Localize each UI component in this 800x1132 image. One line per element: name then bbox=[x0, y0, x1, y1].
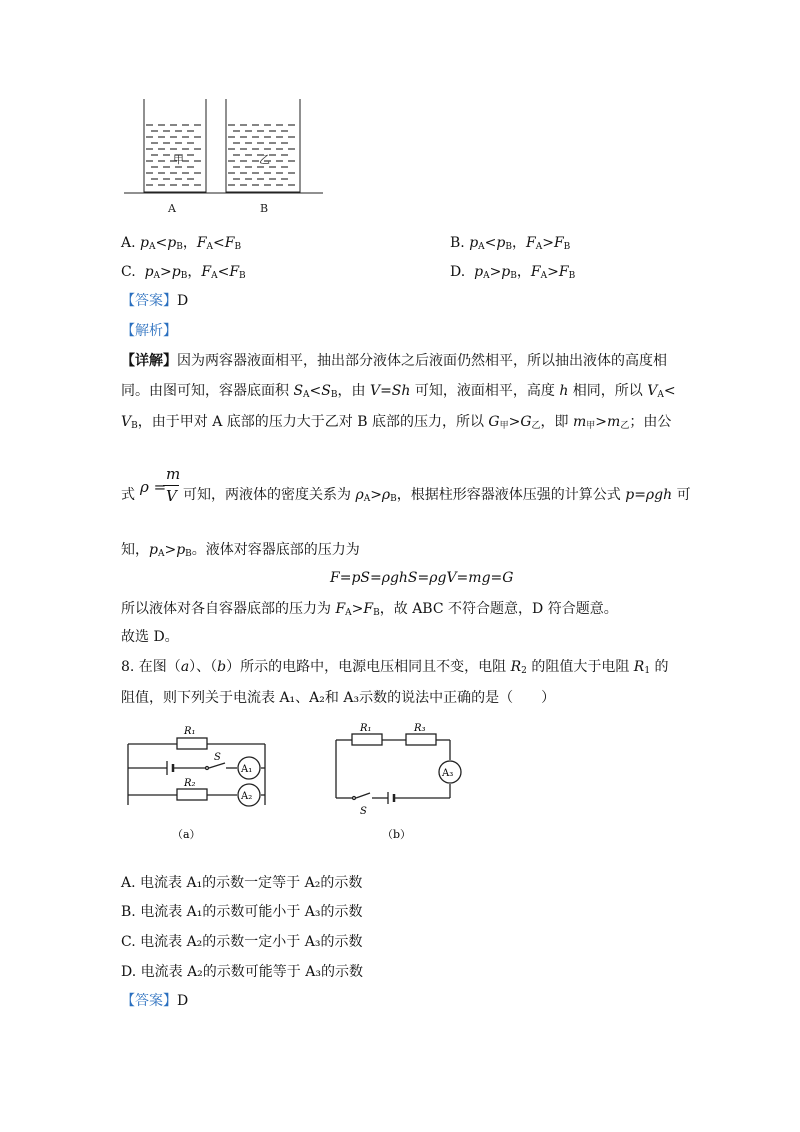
detail-line-5: 知，$p_A>p_B$。液体对容器底部的压力为 bbox=[121, 542, 360, 559]
circuit-a bbox=[122, 718, 282, 843]
containers-figure bbox=[118, 95, 328, 220]
detail-line-1: 【详解】因为两容器液面相平，抽出部分液体之后液面仍然相平，所以抽出液体的高度相 bbox=[121, 353, 667, 369]
q8-option-a: A. 电流表 A₁的示数一定等于 A₂的示数 bbox=[121, 875, 363, 891]
rho-formula-lhs: ρ = bbox=[140, 478, 167, 496]
container-label-a: A bbox=[168, 202, 176, 215]
detail-line-3: $V_B$，由于甲对 A 底部的压力大于乙对 B 底部的压力，所以 $G_甲>G_乙$，即 $m_甲>m_乙$；由公 bbox=[121, 414, 672, 431]
q8-stem-line-2: 阻值，则下列关于电流表 A₁、A₂和 A₃示数的说法中正确的是（ ） bbox=[121, 690, 556, 706]
q8-option-c: C. 电流表 A₂的示数一定小于 A₃的示数 bbox=[121, 934, 363, 950]
circuit-a-switch-label: S bbox=[214, 752, 221, 763]
detail-tag: 【详解】 bbox=[121, 353, 177, 369]
circuit-b-caption: （b） bbox=[382, 828, 412, 841]
q7-option-a: A. $p_A<p_B$，$F_A<F_B$ bbox=[121, 235, 242, 252]
circuit-b-r1-label: R₁ bbox=[360, 723, 372, 734]
circuit-a-caption: （a） bbox=[172, 828, 201, 841]
q7-answer: 【答案】D bbox=[121, 293, 189, 309]
detail-line-6: 所以液体对各自容器底部的压力为 $F_A>F_B$，故 ABC 不符合题意，D 符合题意。 bbox=[121, 601, 618, 618]
q7-option-d: D. $p_A>p_B$，$F_A>F_B$ bbox=[450, 264, 576, 281]
detail-line-2: 同。由图可知，容器底面积 $S_A<S_B$，由 V=Sh 可知，液面相平，高度 h 相同，所以 $V_A<$ bbox=[121, 383, 676, 400]
answer-tag: 【答案】 bbox=[121, 293, 177, 309]
q7-option-c: C. $p_A>p_B$，$F_A<F_B$ bbox=[121, 264, 246, 281]
detail-line-7: 故选 D。 bbox=[121, 629, 179, 645]
liquid-label-a: 甲 bbox=[173, 153, 184, 166]
ammeter-a1: A₁ bbox=[241, 764, 253, 775]
ammeter-a3: A₃ bbox=[442, 768, 454, 779]
q8-option-d: D. 电流表 A₂的示数可能等于 A₃的示数 bbox=[121, 964, 363, 980]
ammeter-a2: A₂ bbox=[241, 791, 253, 802]
container-label-b: B bbox=[260, 202, 269, 215]
rho-formula-denominator: V bbox=[166, 487, 177, 505]
q7-option-b: B. $p_A<p_B$，$F_A>F_B$ bbox=[450, 235, 571, 252]
detail-line-4: 式 可知，两液体的密度关系为 $\rho_A>\rho_B$，根据柱形容器液体压强的计算公式 p=ρgh 可 bbox=[121, 487, 691, 504]
circuit-b-switch-label: S bbox=[360, 806, 367, 817]
circuit-b bbox=[330, 718, 470, 843]
analysis-tag: 【解析】 bbox=[121, 323, 177, 339]
circuit-a-r2-label: R₂ bbox=[184, 778, 196, 789]
circuit-a-r1-label: R₁ bbox=[184, 726, 196, 737]
q8-option-b: B. 电流表 A₁的示数可能小于 A₃的示数 bbox=[121, 904, 363, 920]
q8-answer: 【答案】D bbox=[121, 993, 189, 1009]
rho-formula-numerator: m bbox=[166, 465, 181, 483]
q8-stem-line-1: 8. 在图（a）、（b）所示的电路中，电源电压相同且不变，电阻 $R_2$ 的阻值大于电阻 $R_1$ 的 bbox=[121, 659, 669, 676]
liquid-label-b: 乙 bbox=[259, 153, 270, 166]
circuit-b-r3-label: R₃ bbox=[414, 723, 426, 734]
answer-tag: 【答案】 bbox=[121, 993, 177, 1009]
pressure-formula: F=pS=ρghS=ρgV=mg=G bbox=[330, 570, 514, 586]
